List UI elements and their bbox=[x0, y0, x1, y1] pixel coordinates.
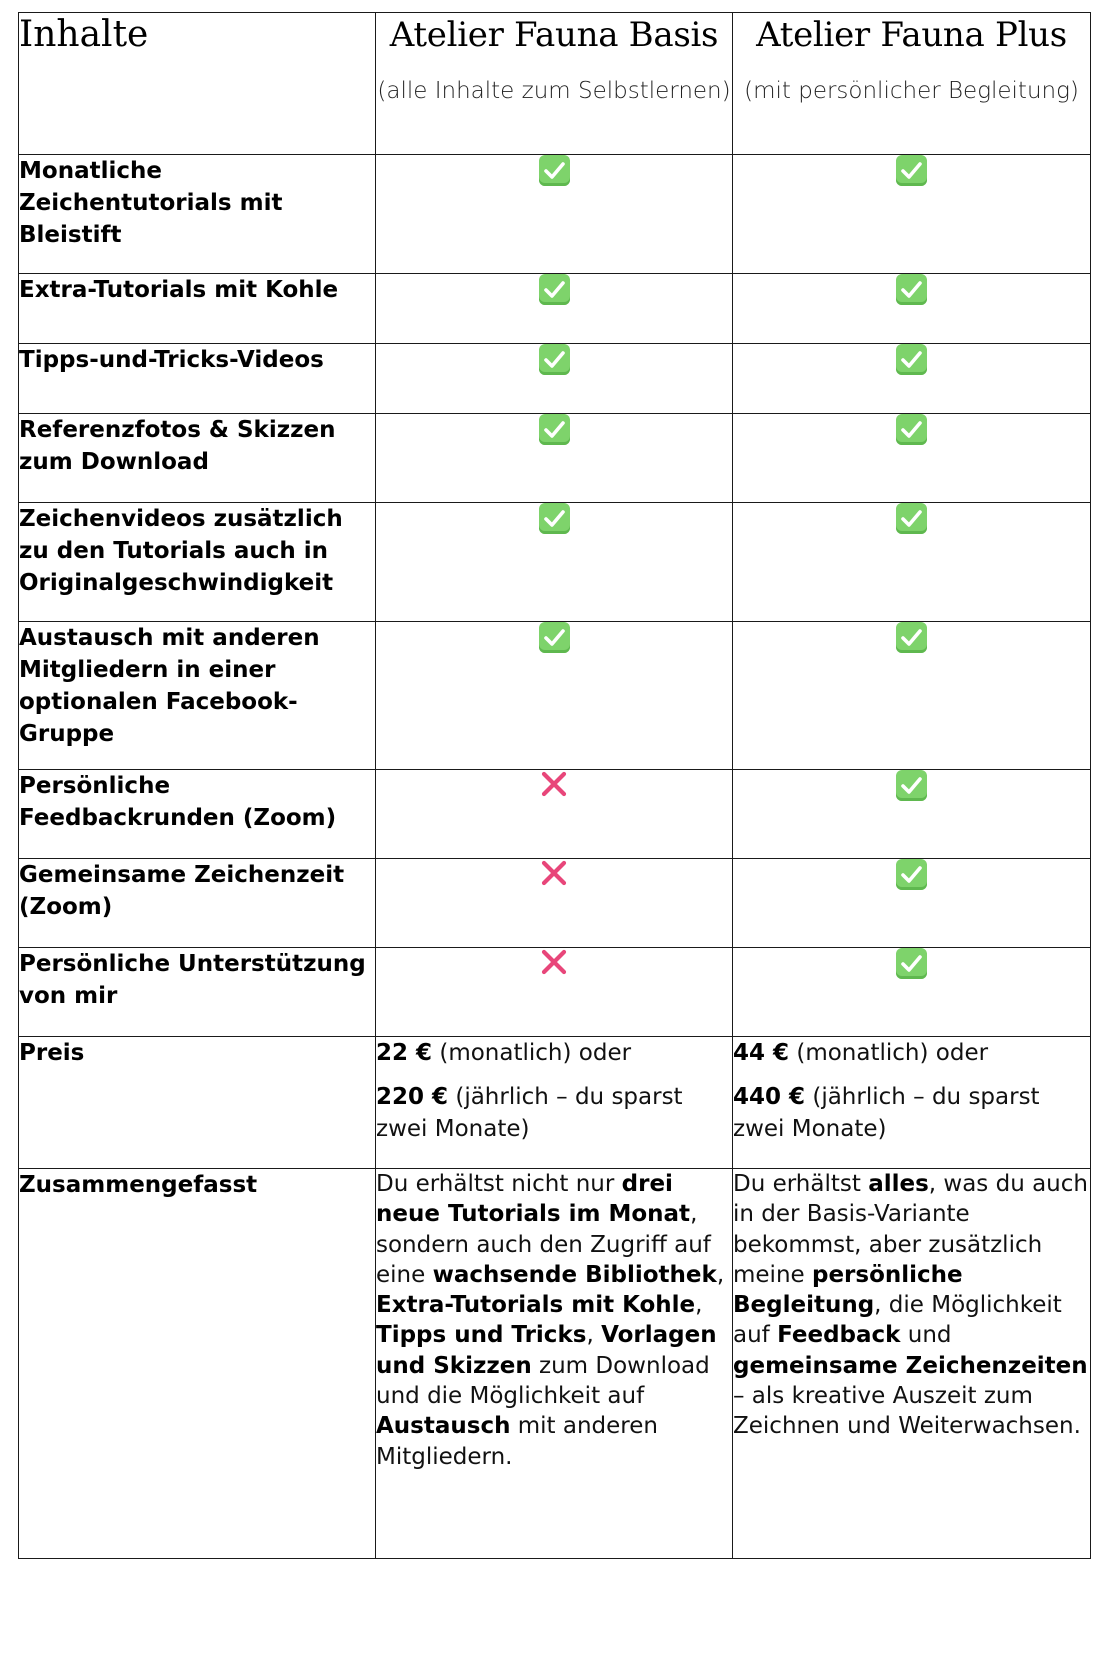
header-plan-basis bbox=[376, 13, 733, 155]
feature-label: Persönliche Feedbackrunden (Zoom) bbox=[19, 770, 376, 859]
plan-plus-subtitle: (mit persönlicher Begleitung) bbox=[744, 78, 1079, 104]
feature-label: Zeichenvideos zusätzlich zu den Tutorials auch in Originalgeschwindigkeit bbox=[19, 503, 376, 622]
feature-label: Extra-Tutorials mit Kohle bbox=[19, 274, 376, 344]
feature-row bbox=[19, 274, 1091, 344]
basis-check-icon bbox=[539, 274, 570, 305]
price-basis-monthly: 22 € (monatlich) oder bbox=[376, 1040, 632, 1066]
plan-basis-title: Atelier Fauna Basis bbox=[389, 15, 719, 55]
feature-row bbox=[19, 414, 1091, 503]
feature-row bbox=[19, 859, 1091, 948]
feature-label: Monatliche Zeichentutorials mit Bleistift bbox=[19, 155, 376, 274]
plus-availability bbox=[733, 859, 1091, 948]
plus-check-icon bbox=[896, 622, 927, 653]
basis-check-icon bbox=[539, 503, 570, 534]
feature-label: Persönliche Unterstützung von mir bbox=[19, 948, 376, 1037]
plus-check-icon bbox=[896, 859, 927, 890]
basis-availability bbox=[376, 770, 733, 859]
summary-row bbox=[19, 1169, 1091, 1559]
feature-row bbox=[19, 503, 1091, 622]
price-basis-cell bbox=[376, 1037, 733, 1169]
feature-label: Referenzfotos & Skizzen zum Download bbox=[19, 414, 376, 503]
plus-availability bbox=[733, 414, 1091, 503]
plus-availability bbox=[733, 344, 1091, 414]
plus-availability bbox=[733, 155, 1091, 274]
plus-check-icon bbox=[896, 155, 927, 186]
basis-cross-icon bbox=[540, 961, 568, 980]
basis-check-icon bbox=[539, 344, 570, 375]
plus-availability bbox=[733, 622, 1091, 770]
price-plus-monthly: 44 € (monatlich) oder bbox=[733, 1040, 989, 1066]
feature-row bbox=[19, 155, 1091, 274]
summary-label: Zusammengefasst bbox=[19, 1169, 376, 1559]
plus-check-icon bbox=[896, 274, 927, 305]
basis-availability bbox=[376, 622, 733, 770]
basis-cross-icon bbox=[540, 872, 568, 891]
basis-check-icon bbox=[539, 622, 570, 653]
basis-cross-icon bbox=[540, 783, 568, 802]
price-plus-yearly: 440 € (jährlich – du sparst zwei Monate) bbox=[733, 1084, 1040, 1142]
header-row bbox=[19, 13, 1091, 155]
plus-check-icon bbox=[896, 344, 927, 375]
basis-check-icon bbox=[539, 155, 570, 186]
feature-row bbox=[19, 948, 1091, 1037]
price-plus-cell bbox=[733, 1037, 1091, 1169]
price-label: Preis bbox=[19, 1037, 376, 1169]
feature-row bbox=[19, 770, 1091, 859]
plus-availability bbox=[733, 274, 1091, 344]
plan-basis-subtitle: (alle Inhalte zum Selbstlernen) bbox=[377, 78, 731, 104]
feature-column-title: Inhalte bbox=[19, 14, 149, 55]
basis-availability bbox=[376, 155, 733, 274]
price-row bbox=[19, 1037, 1091, 1169]
plus-check-icon bbox=[896, 414, 927, 445]
basis-availability bbox=[376, 274, 733, 344]
plan-plus-title: Atelier Fauna Plus bbox=[756, 15, 1067, 55]
plus-availability bbox=[733, 503, 1091, 622]
feature-row bbox=[19, 622, 1091, 770]
basis-availability bbox=[376, 503, 733, 622]
feature-row bbox=[19, 344, 1091, 414]
feature-label: Austausch mit anderen Mitgliedern in einer optionalen Facebook-Gruppe bbox=[19, 622, 376, 770]
plus-availability bbox=[733, 770, 1091, 859]
basis-availability bbox=[376, 859, 733, 948]
header-feature-cell bbox=[19, 13, 376, 155]
plus-check-icon bbox=[896, 503, 927, 534]
basis-check-icon bbox=[539, 414, 570, 445]
basis-availability bbox=[376, 344, 733, 414]
feature-label: Gemeinsame Zeichenzeit (Zoom) bbox=[19, 859, 376, 948]
summary-plus-text: Du erhältst alles, was du auch in der Basis-Variante bekommst, aber zusätzlich meine persönliche Begleitung, die Möglichkeit auf Feedback und gemeinsame Zeichenzeiten – als kreative Auszeit zum Zeichnen und Weiterwachsen. bbox=[733, 1169, 1091, 1559]
basis-availability bbox=[376, 948, 733, 1037]
comparison-table bbox=[18, 12, 1091, 1559]
summary-basis-text: Du erhältst nicht nur drei neue Tutorials im Monat, sondern auch den Zugriff auf eine wachsende Bibliothek, Extra-Tutorials mit Kohle, Tipps und Tricks, Vorlagen und Skizzen zum Download und die Möglichkeit auf Austausch mit anderen Mitgliedern. bbox=[376, 1169, 733, 1559]
price-basis-yearly: 220 € (jährlich – du sparst zwei Monate) bbox=[376, 1084, 683, 1142]
header-plan-plus bbox=[733, 13, 1091, 155]
plus-availability bbox=[733, 948, 1091, 1037]
basis-availability bbox=[376, 414, 733, 503]
plus-check-icon bbox=[896, 948, 927, 979]
plus-check-icon bbox=[896, 770, 927, 801]
feature-label: Tipps-und-Tricks-Videos bbox=[19, 344, 376, 414]
